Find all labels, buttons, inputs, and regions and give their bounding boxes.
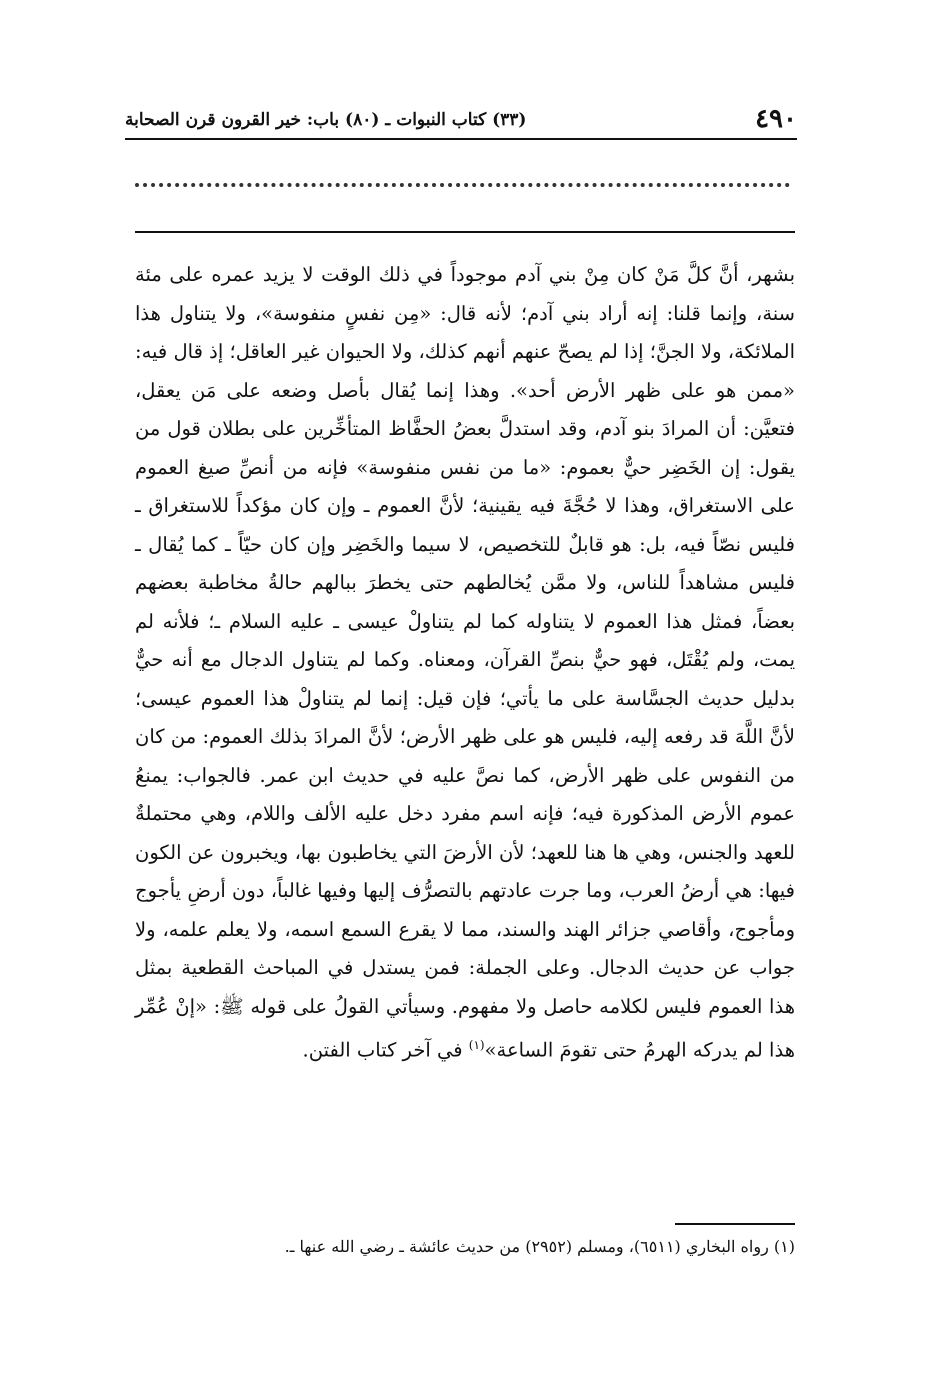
paragraph-end: في آخر كتاب الفتن. xyxy=(302,1038,469,1062)
page-header xyxy=(125,104,797,134)
footnote-rule xyxy=(675,1223,795,1225)
paragraph-main: بشهر، أنَّ كلَّ مَنْ كان مِنْ بني آدم موجوداً في ذلك الوقت لا يزيد عمره على مئة سنة، وإنما قلنا: إنه أراد بني آدم؛ لأنه قال: «مِن نفسٍ منفوسة»، ولا يتناول هذا الملائكة، ولا الجنَّ؛ إذا لم يصحّ عنهم أنهم كذلك، ولا الحيوان غير العاقل؛ إذ قال فيه: «ممن هو على ظهر الأرض أحد». وهذا إنما يُقال بأصل وضعه على مَن يعقل، فتعيَّن: أن المرادَ بنو آدم، وقد استدلَّ بعضُ الحفَّاظ المتأخِّرين على بطلان قول من يقول: إن الخَضِر حيٌّ بعموم: «ما من نفس منفوسة» فإنه من أنصِّ صيغ العموم على الاستغراق، وهذا لا حُجَّةَ فيه يقينية؛ لأنَّ العموم ـ وإن كان مؤكداً للاستغراق ـ فليس نصّاً فيه، بل: هو قابلٌ للتخصيص، لا سيما والخَضِر وإن كان حيّاً ـ كما يُقال ـ فليس مشاهداً للناس، ولا ممَّن يُخالطهم حتى يخطرَ ببالهم حالةُ مخاطبة بعضهم بعضاً، فمثل هذا العموم لا يتناوله كما لم يتناولْ عيسى ـ عليه السلام ـ؛ فلأنه لم يمت، ولم يُقْتَل، فهو حيٌّ بنصِّ القرآن، ومعناه. وكما لم يتناول الدجال مع أنه حيٌّ بدليل حديث الجسَّاسة على ما يأتي؛ فإن قيل: إنما لم يتناولْ هذا العموم عيسى؛ لأنَّ اللَّهَ قد رفعه إليه، فليس هو على ظهر الأرض؛ لأنَّ المرادَ بذلك العموم: من كان من النفوس على ظهر الأرض، كما نصَّ عليه في حديث ابن عمر. فالجواب: يمنعُ عموم الأرض المذكورة فيه؛ فإنه اسم مفرد دخل عليه الألف واللام، وهي محتملةٌ للعهد والجنس، وهي ها هنا للعهد؛ لأن الأرضَ التي يخاطبون بها، ويخبرون عن الكون فيها: هي أرضُ العرب، وما جرت عادتهم بالتصرُّف إليها وفيها غالباً، دون أرضِ يأجوج ومأجوج، وأقاصي جزائر الهند والسند، مما لا يقرع السمع اسمه، ولا يعلم علمه، ولا جواب عن حديث الدجال. وعلى الجملة: فمن يستدل في المباحث القطعية بمثل هذا العموم فليس لكلامه حاصل ولا مفهوم. وسيأتي القولُ على قوله ﷺ: «إنْ عُمِّر هذا لم يدركه الهرمُ حتى تقومَ الساعة» xyxy=(135,263,796,1062)
header-rule xyxy=(125,138,797,140)
section-divider xyxy=(135,231,795,233)
ellipsis-separator xyxy=(135,183,790,187)
page-number: ٤٩٠ xyxy=(755,104,797,134)
footnote-marker: (١) xyxy=(468,1038,485,1052)
running-title: (٣٣) كتاب النبوات ـ (٨٠) باب: خير القرون قرن الصحابة xyxy=(125,110,527,130)
footnote: (١) رواه البخاري (٦٥١١)، ومسلم (٢٩٥٢) من حديث عائشة ـ رضي الله عنها ـ. xyxy=(284,1237,795,1256)
body-paragraph xyxy=(135,256,795,1070)
